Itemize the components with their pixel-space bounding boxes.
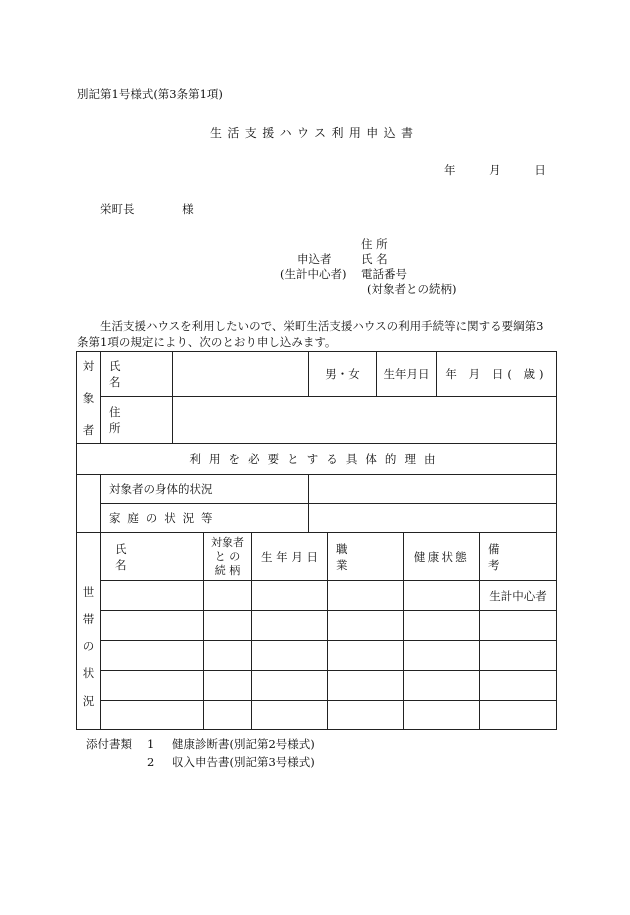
- household-cell[interactable]: [101, 581, 204, 611]
- household-cell[interactable]: [252, 641, 328, 671]
- household-cell[interactable]: [101, 611, 204, 641]
- reason-spacer: [77, 475, 101, 533]
- attachment-num: 1: [147, 737, 155, 751]
- family-condition-label: 家庭の状況等: [101, 504, 309, 533]
- household-cell[interactable]: [480, 611, 557, 641]
- subject-section-label: 対 象 者: [77, 352, 101, 444]
- household-cell[interactable]: [252, 671, 328, 701]
- household-cell[interactable]: [204, 671, 252, 701]
- household-cell[interactable]: [252, 581, 328, 611]
- addressee-honorific: 様: [182, 202, 194, 216]
- birth-label: 生年月日: [377, 352, 437, 397]
- household-cell[interactable]: [328, 671, 404, 701]
- col-header-birth: 生 年 月 日: [252, 533, 328, 581]
- date-day: 日: [534, 163, 546, 177]
- applicant-field-address: 住 所: [361, 237, 388, 251]
- attachment-text: 収入申告書(別記第3号様式): [171, 755, 315, 769]
- household-row: [77, 701, 557, 730]
- birth-field[interactable]: 年 月 日( 歳): [437, 352, 557, 397]
- household-cell[interactable]: [404, 641, 480, 671]
- reason-header: 利用を必要とする具体的理由: [77, 444, 557, 475]
- household-cell[interactable]: [404, 581, 480, 611]
- col-header-relation: 対象者 と の 続 柄: [204, 533, 252, 581]
- col-header-health: 健康状態: [404, 533, 480, 581]
- household-table: [76, 532, 557, 730]
- intro-line-1: 生活支援ハウスを利用したいので、栄町生活支援ハウスの利用手続等に関する要綱第3: [100, 319, 544, 333]
- household-cell[interactable]: [252, 701, 328, 730]
- household-row: [77, 641, 557, 671]
- physical-condition-label: 対象者の身体的状況: [101, 475, 309, 504]
- form-reference: 別記第1号様式(第3条第1項): [77, 87, 223, 101]
- household-cell[interactable]: [480, 641, 557, 671]
- applicant-field-name: 氏 名: [361, 252, 388, 266]
- col-header-occupation: 職 業: [328, 533, 404, 581]
- date-year: 年: [444, 163, 456, 177]
- household-cell[interactable]: [328, 641, 404, 671]
- household-cell[interactable]: [101, 641, 204, 671]
- household-row: [77, 581, 557, 611]
- household-cell[interactable]: [404, 611, 480, 641]
- household-cell[interactable]: [328, 701, 404, 730]
- household-cell[interactable]: [404, 671, 480, 701]
- family-condition-field[interactable]: [309, 504, 557, 533]
- addressee: [100, 201, 194, 217]
- intro-line-2: 条第1項の規定により、次のとおり申し込みます。: [77, 335, 337, 349]
- subject-address-field[interactable]: [173, 397, 557, 444]
- household-cell[interactable]: [328, 611, 404, 641]
- subject-name-label: 氏 名: [101, 352, 173, 397]
- remark-primary-earner: 生計中心者: [480, 581, 557, 611]
- date-month: 月: [489, 163, 501, 177]
- applicant-relation-note: (対象者との続柄): [367, 282, 457, 296]
- attachment-item-1: [147, 736, 315, 752]
- attachment-text: 健康診断書(別記第2号様式): [171, 737, 315, 751]
- addressee-name: 栄町長: [100, 202, 135, 216]
- household-cell[interactable]: [204, 611, 252, 641]
- applicant-label: 申込者: [297, 252, 332, 266]
- col-header-remarks: 備 考: [480, 533, 557, 581]
- col-header-name: 氏 名: [101, 533, 204, 581]
- physical-condition-field[interactable]: [309, 475, 557, 504]
- attachment-num: 2: [147, 755, 155, 769]
- attachment-item-2: [147, 754, 315, 770]
- document-title: 生活支援ハウス利用申込書: [210, 126, 419, 140]
- subject-address-label: 住 所: [101, 397, 173, 444]
- attachments-label: 添付書類: [86, 737, 132, 751]
- household-cell[interactable]: [204, 701, 252, 730]
- household-cell[interactable]: [480, 701, 557, 730]
- date-line: [444, 162, 546, 178]
- household-cell[interactable]: [101, 701, 204, 730]
- subject-name-field[interactable]: [173, 352, 309, 397]
- household-cell[interactable]: [480, 671, 557, 701]
- household-row: [77, 671, 557, 701]
- household-cell[interactable]: [252, 611, 328, 641]
- subject-table: [76, 351, 557, 533]
- household-cell[interactable]: [204, 581, 252, 611]
- household-cell[interactable]: [204, 641, 252, 671]
- applicant-field-phone: 電話番号: [361, 267, 407, 281]
- gender-selector[interactable]: 男・女: [309, 352, 377, 397]
- household-cell[interactable]: [328, 581, 404, 611]
- applicant-sublabel: (生計中心者): [280, 267, 347, 281]
- household-cell[interactable]: [101, 671, 204, 701]
- household-row: [77, 611, 557, 641]
- household-section-label: 世 帯 の 状 況: [77, 533, 101, 730]
- household-cell[interactable]: [404, 701, 480, 730]
